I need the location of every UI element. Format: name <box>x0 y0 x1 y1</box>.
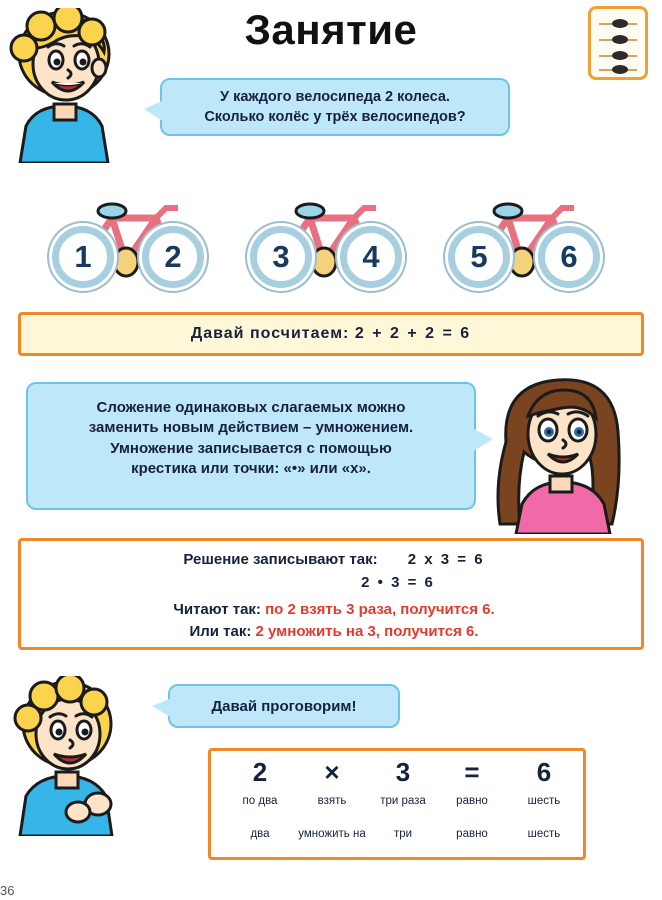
boy-character-icon <box>12 676 127 836</box>
speak-big-symbol: × <box>324 757 340 787</box>
speak-big-symbol: = <box>464 757 480 787</box>
page-number: 36 <box>0 883 15 898</box>
boy-character-icon <box>6 8 126 163</box>
speak-top-word: равно <box>456 795 488 807</box>
bubble-rule-line3: Умножение записывается с помощью <box>110 439 392 457</box>
speak-column <box>297 751 367 840</box>
count-box <box>18 312 644 356</box>
speak-table-box <box>208 748 586 860</box>
speak-column <box>511 751 577 840</box>
solution-row-2 <box>21 574 647 591</box>
solution-box <box>18 538 644 650</box>
solution-row4-red: 2 умножить на 3, получится 6. <box>255 623 479 640</box>
speak-column <box>227 751 293 840</box>
bicycle-icon <box>38 178 216 303</box>
abacus-icon <box>588 6 648 80</box>
speak-column <box>371 751 435 840</box>
speak-bottom-word: два <box>250 828 270 840</box>
speak-table <box>211 751 589 863</box>
wheel-number <box>340 226 402 288</box>
count-box-expression: 2 + 2 + 2 = 6 <box>354 325 472 342</box>
wheel-number-label: 3 <box>272 239 290 274</box>
speak-bottom-word: равно <box>456 828 488 840</box>
speech-bubble-rule <box>26 382 476 510</box>
wheel-number-label: 4 <box>362 239 380 274</box>
speak-bottom-word: три <box>393 828 413 840</box>
girl-character-icon <box>488 372 638 534</box>
speak-bottom-word: умножить на <box>298 828 366 840</box>
speak-big-symbol: 2 <box>252 757 268 787</box>
speak-top-word: три раза <box>380 795 426 807</box>
wheel-number-label: 5 <box>470 239 488 274</box>
solution-row1-label: Решение записывают так: <box>183 551 378 568</box>
bubble-intro-line1: У каждого велосипеда 2 колеса. <box>220 89 450 105</box>
wheel-number-label: 6 <box>560 239 578 274</box>
wheel-number <box>250 226 312 288</box>
solution-row3-red: по 2 взять 3 раза, получится 6. <box>265 601 495 618</box>
speak-column <box>439 751 505 840</box>
speak-bottom-word: шесть <box>527 828 561 840</box>
wheel-number-label: 2 <box>164 239 182 274</box>
speech-bubble-intro <box>160 78 510 136</box>
solution-row4-label: Или так: <box>189 623 252 640</box>
speak-top-word: по два <box>242 795 278 807</box>
bubble-rule-line2: заменить новым действием – умножением. <box>88 419 414 437</box>
bicycle-icon <box>236 178 414 303</box>
wheel-number <box>538 226 600 288</box>
wheel-number <box>52 226 114 288</box>
speak-top-word: взять <box>317 795 347 807</box>
bubble-rule-line1: Сложение одинаковых слагаемых можно <box>96 399 406 416</box>
bubble-intro-line2: Сколько колёс у трёх велосипедов? <box>204 108 466 125</box>
solution-row-3 <box>21 601 647 618</box>
bicycles-illustration <box>38 178 638 303</box>
count-box-label: Давай посчитаем: <box>190 325 350 342</box>
bubble-speak-text: Давай проговорим! <box>211 698 357 715</box>
wheel-number <box>448 226 510 288</box>
solution-row2-expression: 2 • 3 = 6 <box>361 574 435 591</box>
wheel-number <box>142 226 204 288</box>
speak-top-word: шесть <box>527 795 561 807</box>
page-title: Занятие <box>244 6 418 53</box>
bubble-rule-line4: крестика или точки: «•» или «х». <box>131 459 371 477</box>
count-box-line <box>21 315 641 353</box>
solution-row3-label: Читают так: <box>173 601 261 618</box>
solution-row-1 <box>21 551 647 568</box>
solution-row1-expression: 2 х 3 = 6 <box>407 551 485 568</box>
speech-bubble-speak <box>168 684 400 728</box>
speak-big-symbol: 6 <box>536 757 552 787</box>
bicycle-icon <box>434 178 612 303</box>
solution-row-4 <box>21 623 647 640</box>
speak-big-symbol: 3 <box>395 757 411 787</box>
wheel-number-label: 1 <box>74 239 92 274</box>
